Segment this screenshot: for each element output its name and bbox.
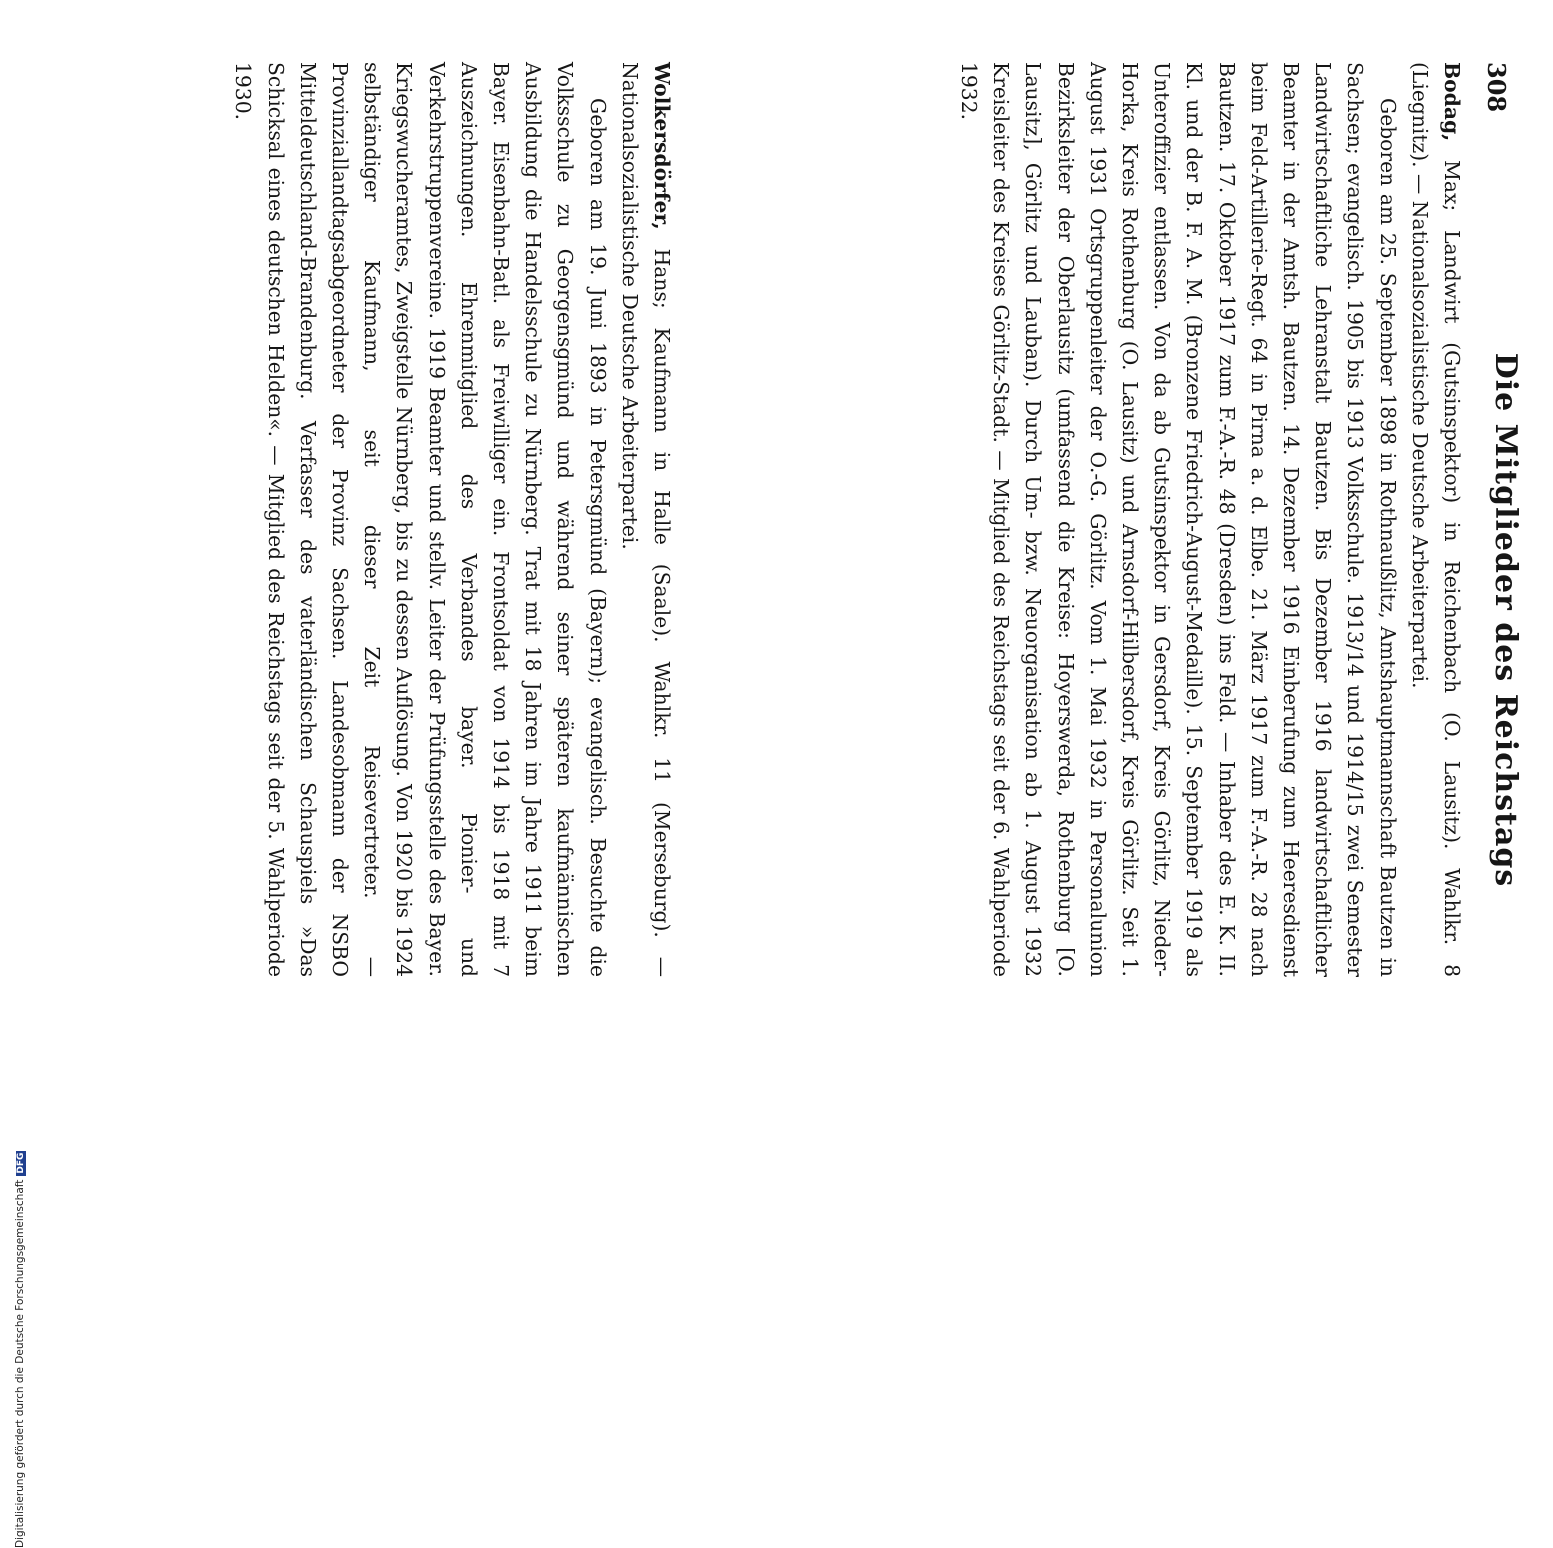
funding-note <box>14 1151 26 1548</box>
dfg-logo: DFG <box>16 1152 26 1174</box>
funding-text: Digitalisierung gefördert durch die Deutsche Forschungsgemeinschaft <box>14 1179 26 1548</box>
entry-heading <box>614 62 678 977</box>
member-entry-bodag <box>953 62 1468 977</box>
member-intro: Max; Landwirt (Gutsinspektor) in Reichenbach (O. Lausitz). Wahlkr. 8 (Liegnitz). — Nationalsozialistische Deutsche Arbeiterpartei. <box>1407 62 1464 977</box>
member-entry-wolkersdoerfer <box>227 62 678 977</box>
member-biography: Geboren am 25. September 1898 in Rothnaußlitz, Amtshauptmannschaft Bautzen in Sachsen; evangelisch. 1905 bis 1913 Volksschule. 1913/14 und 1914/15 zwei Semester Landwirtschaftliche Lehranstalt Bautzen. Bis Dezember 1916 landwirtschaftlicher Beamter in der Amtsh. Bautzen. 14. Dezember 1916 Einberufung zum Heeresdienst beim Feld-Artillerie-Regt. 64 in Pirna a. d. Elbe. 21. März 1917 zum F.-A.-R. 28 nach Bautzen. 17. Oktober 1917 zum F.-A.-R. 48 (Dresden) ins Feld. — Inhaber des E. K. II. Kl. und der B. F. A. M. (Bronzene Friedrich-August-Medaille). 15. September 1919 als Unteroffizier entlassen. Von da ab Gutsinspektor in Gersdorf, Kreis Görlitz, Nieder-Horka, Kreis Rothenburg (O. Lausitz) und Arnsdorf-Hilbersdorf, Kreis Görlitz. Seit 1. August 1931 Ortsgruppenleiter der O.-G. Görlitz. Vom 1. Mai 1932 in Personalunion Bezirksleiter der Oberlausitz (umfassend die Kreise: Hoyerswerda, Rothenburg [O. Lausitz], Görlitz und Lauban). Durch Um- bzw. Neuorganisation ab 1. August 1932 Kreisleiter des Kreises Görlitz-Stadt. — Mitglied des Reichstags seit der 6. Wahlperiode 1932. <box>956 62 1400 977</box>
member-intro: Hans; Kaufmann in Halle (Saale). Wahlkr. 11 (Merseburg). — Nationalsozialistische Deutsche Arbeiterpartei. <box>617 62 674 977</box>
page-number: 308 <box>1482 62 1511 113</box>
member-name: Wolkersdörfer, <box>650 62 674 230</box>
running-title: Die Mitglieder des Reichstags <box>1488 352 1523 888</box>
entry-heading <box>1404 62 1468 977</box>
member-biography: Geboren am 19. Juni 1893 in Petersgmünd (Bayern); evangelisch. Besuchte die Volksschule zu Georgensgmünd und während seiner späteren kaufmännischen Ausbildung die Handelsschule zu Nürnberg. Trat mit 18 Jahren im Jahre 1911 beim Bayer. Eisenbahn-Batl. als Freiwilliger ein. Frontsoldat von 1914 bis 1918 mit 7 Auszeichnungen. Ehrenmitglied des Verbandes bayer. Pionier- und Verkehrstruppenvereine. 1919 Beamter und stellv. Leiter der Prüfungsstelle des Bayer. Kriegswucheramtes, Zweigstelle Nürnberg, bis zu dessen Auflösung. Von 1920 bis 1924 selbständiger Kaufmann, seit dieser Zeit Reisevertreter. — Provinziallandtagsabgeordneter der Provinz Sachsen. Landesobmann der NSBO Mitteldeutschland-Brandenburg. Verfasser des vaterländischen Schauspiels »Das Schicksal eines deutschen Helden«. — Mitglied des Reichstags seit der 5. Wahlperiode 1930. <box>231 62 610 977</box>
member-name: Bodag, <box>1440 62 1464 142</box>
